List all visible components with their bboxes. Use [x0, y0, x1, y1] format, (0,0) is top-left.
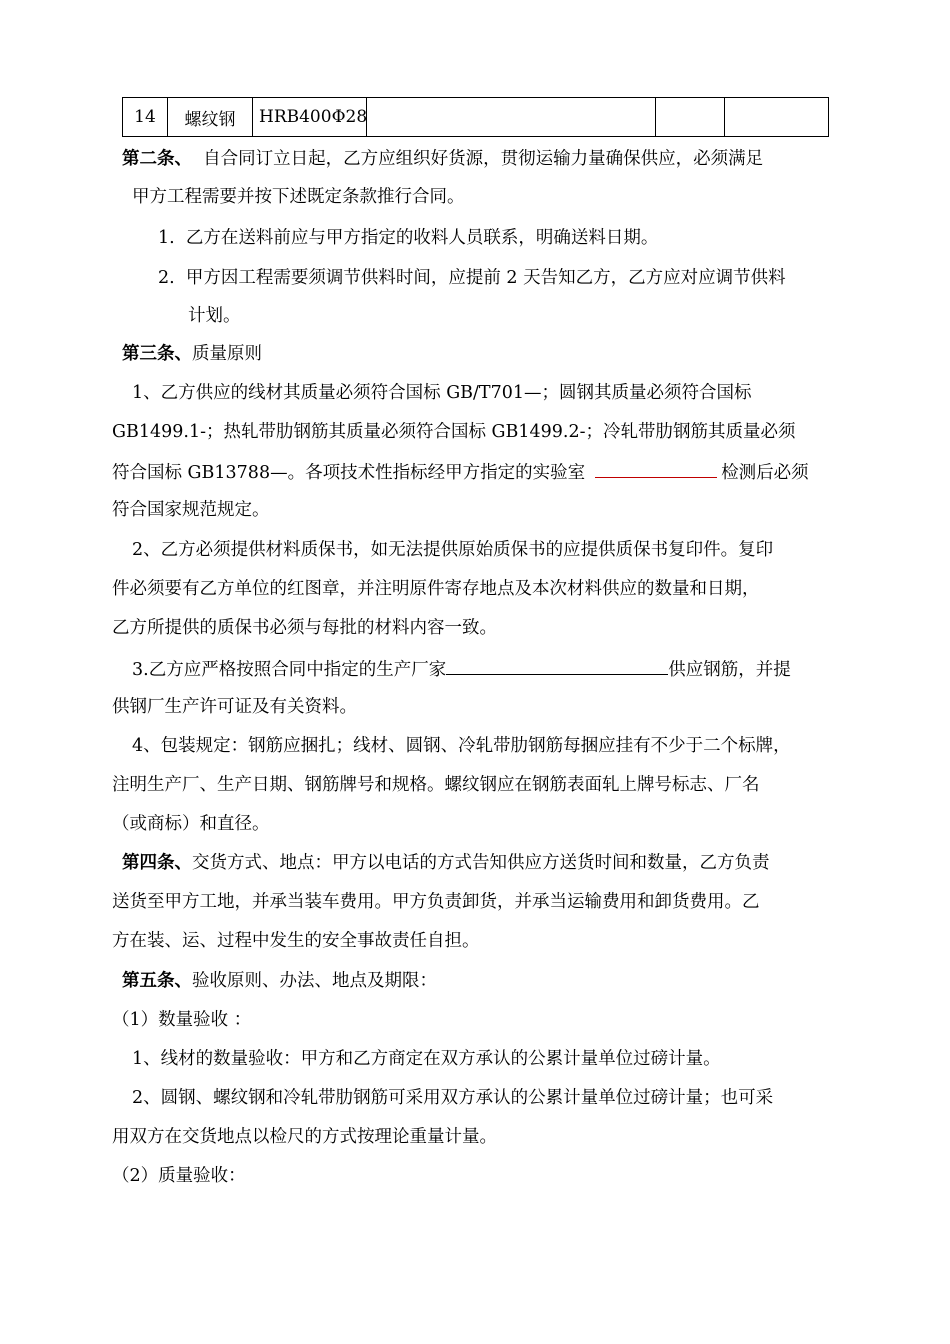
article-3-p3-line-2: 供钢厂生产许可证及有关资料。	[112, 697, 357, 717]
steel-spec-table	[122, 97, 829, 137]
table-cell-empty	[725, 98, 829, 137]
article-2-item-2-cont: 计划。	[188, 306, 241, 326]
article-5-title: 第五条、	[122, 971, 192, 991]
article-4-line-3: 方在装、运、过程中发生的安全事故责任自担。	[112, 931, 480, 951]
table-cell-spec: HRB400Φ28	[253, 98, 367, 137]
article-5-section-2: （2）质量验收：	[112, 1166, 246, 1186]
article-4-title: 第四条、	[122, 853, 192, 873]
article-3-p4-line-2: 注明生产厂、生产日期、钢筋牌号和规格。螺纹钢应在钢筋表面轧上牌号标志、厂名	[112, 775, 760, 795]
article-3-p1-line-2: GB1499.1-；热轧带肋钢筋其质量必须符合国标 GB1499.2-；冷轧带肋钢筋其质量必须	[112, 422, 796, 442]
article-2-line-1	[122, 147, 763, 171]
table-cell-empty	[656, 98, 725, 137]
lab-name-blank[interactable]	[595, 459, 717, 478]
article-4-line-1	[122, 851, 770, 875]
article-3-p1-text-end: 检测后必须	[721, 463, 809, 483]
article-4-text: 交货方式、地点：甲方以电话的方式告知供应方送货时间和数量，乙方负责	[192, 853, 770, 873]
article-3-p4-line-3: （或商标）和直径。	[112, 814, 270, 834]
article-3-title-text: 质量原则	[192, 344, 262, 364]
table-cell-index: 14	[123, 98, 168, 137]
article-3-p2-line-2: 件必须要有乙方单位的红图章，并注明原件寄存地点及本次材料供应的数量和日期，	[112, 579, 760, 599]
article-3-p1-text: 符合国标 GB13788—。各项技术性指标经甲方指定的实验室	[112, 463, 586, 483]
article-2-item-2: 2. 甲方因工程需要须调节供料时间，应提前 2 天告知乙方，乙方应对应调节供料	[158, 268, 786, 288]
article-5-s1-p2-line-2: 用双方在交货地点以检尺的方式按理论重量计量。	[112, 1127, 497, 1147]
article-5-section-1: （1）数量验收 ：	[112, 1010, 252, 1030]
article-2-line-2: 甲方工程需要并按下述既定条款推行合同。	[132, 187, 465, 207]
article-3-title: 第三条、	[122, 344, 192, 364]
article-3-p1-line-3	[112, 459, 809, 485]
article-2-title: 第二条、	[122, 149, 192, 169]
table-row	[123, 98, 829, 137]
article-3-p1-line-4: 符合国家规范规定。	[112, 500, 270, 520]
article-3-p3-line-1	[132, 656, 791, 682]
article-3-heading	[122, 342, 262, 366]
table-cell-empty	[367, 98, 656, 137]
article-3-p3-text-end: 供应钢筋，并提	[668, 660, 791, 680]
article-5-title-text: 验收原则、办法、地点及期限：	[192, 971, 437, 991]
article-2-text: 自合同订立日起，乙方应组织好货源，贯彻运输力量确保供应，必须满足	[192, 149, 764, 169]
article-3-p3-text: 3.乙方应严格按照合同中指定的生产厂家	[132, 660, 447, 680]
article-3-p1-line-1: 1、乙方供应的线材其质量必须符合国标 GB/T701—；圆钢其质量必须符合国标	[132, 383, 752, 403]
article-3-p4-line-1: 4、包装规定：钢筋应捆扎；线材、圆钢、冷轧带肋钢筋每捆应挂有不少于二个标牌，	[132, 736, 791, 756]
article-5-s1-p2-line-1: 2、圆钢、螺纹钢和冷轧带肋钢筋可采用双方承认的公累计量单位过磅计量；也可采	[132, 1088, 774, 1108]
article-5-heading	[122, 969, 437, 993]
article-3-p2-line-3: 乙方所提供的质保书必须与每批的材料内容一致。	[112, 618, 497, 638]
manufacturer-blank[interactable]	[446, 656, 668, 675]
article-3-p2-line-1: 2、乙方必须提供材料质保书，如无法提供原始质保书的应提供质保书复印件。复印	[132, 540, 774, 560]
article-4-line-2: 送货至甲方工地，并承当装车费用。甲方负责卸货，并承当运输费用和卸货费用。乙	[112, 892, 760, 912]
article-2-item-1: 1. 乙方在送料前应与甲方指定的收料人员联系，明确送料日期。	[158, 228, 659, 248]
table-cell-name: 螺纹钢	[168, 98, 253, 137]
article-5-s1-p1: 1、线材的数量验收：甲方和乙方商定在双方承认的公累计量单位过磅计量。	[132, 1049, 721, 1069]
